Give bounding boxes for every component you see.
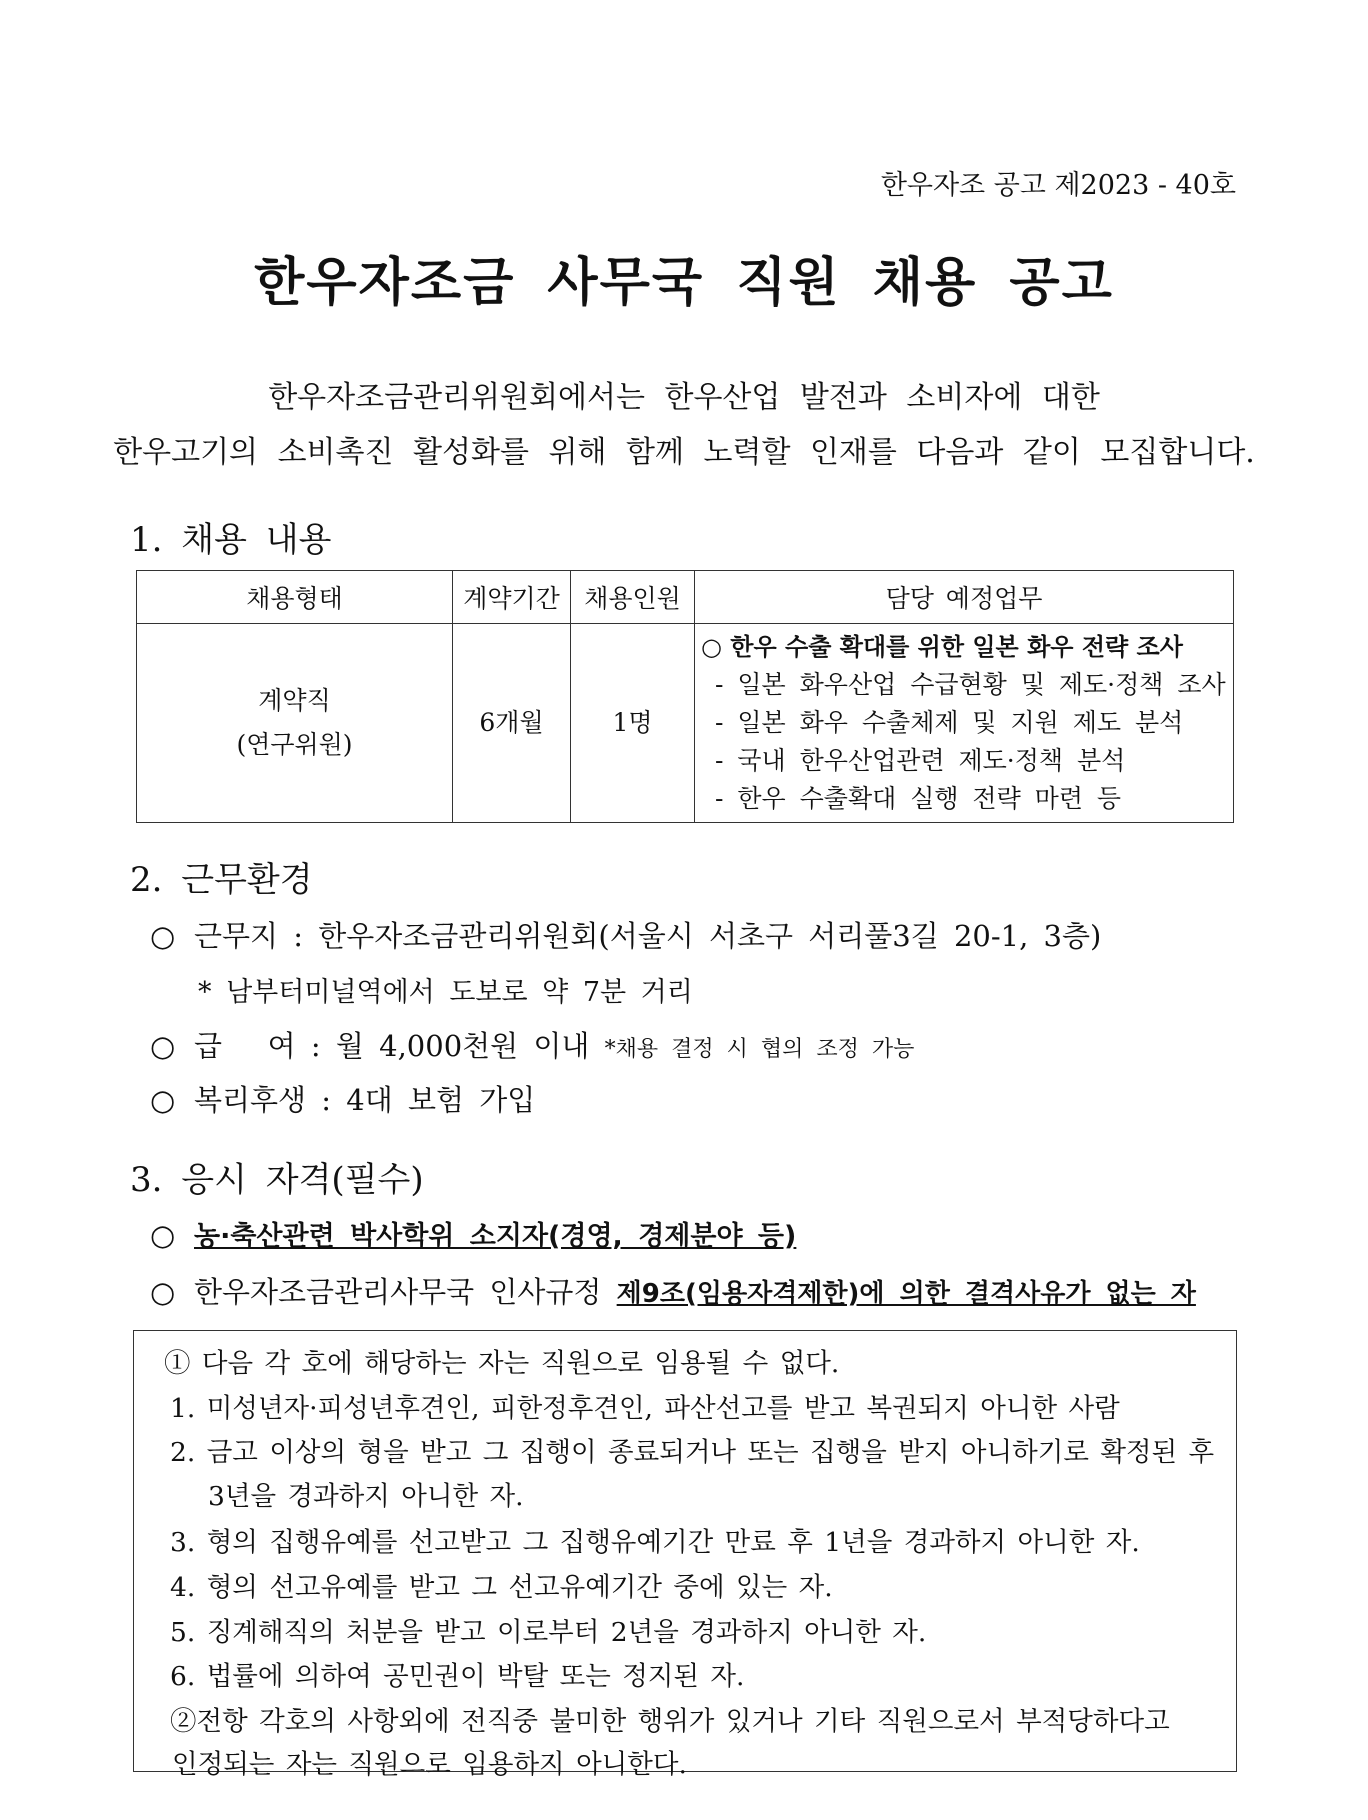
header-employment-type: 채용형태 <box>137 571 453 624</box>
page-title: 한우자조금 사무국 직원 채용 공고 <box>254 253 1114 313</box>
duty-item: - 한우 수출확대 실행 전략 마련 등 <box>715 784 1122 813</box>
workplace-text: 근무지 : 한우자조금관리위원회(서울시 서초구 서리풀3길 20-1, 3층) <box>194 919 1102 953</box>
box-line: 5. 징계해직의 처분을 받고 이로부터 2년을 경과하지 아니한 자. <box>170 1617 927 1648</box>
welfare-text: 복리후생 : 4대 보험 가입 <box>194 1083 536 1117</box>
table-row <box>137 624 1234 823</box>
qualification-item-1 <box>150 1214 796 1253</box>
duties-heading: ○ 한우 수출 확대를 위한 일본 화우 전략 조사 <box>701 633 1183 661</box>
circle-bullet-icon: ○ <box>150 1218 176 1252</box>
welfare-item <box>150 1078 535 1119</box>
salary-text: 급 여 : 월 4,000천원 이내 <box>194 1029 590 1063</box>
header-contract-period: 계약기간 <box>453 571 571 624</box>
recruitment-table <box>136 570 1234 823</box>
section-1-heading: 1. 채용 내용 <box>130 520 332 560</box>
workplace-note: * 남부터미널역에서 도보로 약 7분 거리 <box>198 977 693 1008</box>
salary-note: *채용 결정 시 협의 조정 가능 <box>604 1037 915 1062</box>
circle-bullet-icon: ○ <box>150 1083 176 1117</box>
disqualification-box <box>133 1330 1237 1780</box>
section-2-heading: 2. 근무환경 <box>130 860 313 900</box>
box-line: 4. 형의 선고유예를 받고 그 선고유예기간 중에 있는 자. <box>170 1572 833 1603</box>
box-line: ②전항 각호의 사항외에 전직중 불미한 행위가 있거나 기타 직원으로서 부적당하다고 <box>170 1706 1170 1737</box>
box-line: 3. 형의 집행유예를 선고받고 그 집행유예기간 만료 후 1년을 경과하지 아니한 자. <box>170 1527 1140 1558</box>
table-header-row <box>137 571 1234 624</box>
header-headcount: 채용인원 <box>571 571 695 624</box>
employment-type-line-1: 계약직 <box>258 686 331 715</box>
qualification-item-2 <box>150 1270 1196 1311</box>
intro-line-2: 한우고기의 소비촉진 활성화를 위해 함께 노력할 인재를 다음과 같이 모집합니다. <box>113 435 1255 470</box>
workplace-item <box>150 914 1101 955</box>
circle-bullet-icon: ○ <box>150 1275 176 1309</box>
duty-item: - 일본 화우 수출체제 및 지원 제도 분석 <box>715 708 1184 737</box>
qualification-regulation-article: 제9조(임용자격제한)에 의한 결격사유가 없는 자 <box>616 1279 1196 1309</box>
duty-item: - 국내 한우산업관련 제도·정책 분석 <box>715 746 1126 775</box>
employment-type-line-2: (연구위원) <box>236 730 353 759</box>
box-line: 6. 법률에 의하여 공민권이 박탈 또는 정지된 자. <box>170 1661 745 1692</box>
header-duties: 담당 예정업무 <box>695 571 1234 624</box>
box-line: 3년을 경과하지 아니한 자. <box>208 1481 524 1512</box>
cell-employment-type <box>137 624 453 823</box>
circle-bullet-icon: ○ <box>150 1029 176 1063</box>
box-line: 1. 미성년자·피성년후견인, 피한정후견인, 파산선고를 받고 복권되지 아니한 사람 <box>170 1393 1120 1424</box>
box-line: 인정되는 자는 직원으로 임용하지 아니한다. <box>172 1749 687 1780</box>
document-number: 한우자조 공고 제2023 - 40호 <box>880 170 1236 201</box>
cell-headcount: 1명 <box>571 624 695 823</box>
circle-bullet-icon: ○ <box>150 919 176 953</box>
cell-contract-period: 6개월 <box>453 624 571 823</box>
intro-line-1: 한우자조금관리위원회에서는 한우산업 발전과 소비자에 대한 <box>268 380 1100 415</box>
duty-item: - 일본 화우산업 수급현황 및 제도·정책 조사 <box>715 670 1226 699</box>
box-line: ① 다음 각 호에 해당하는 자는 직원으로 임용될 수 없다. <box>164 1348 840 1379</box>
cell-duties <box>695 624 1234 823</box>
qualification-degree: 농·축산관련 박사학위 소지자(경영, 경제분야 등) <box>194 1221 797 1252</box>
qualification-regulation: 한우자조금관리사무국 인사규정 <box>194 1275 617 1309</box>
box-line: 2. 금고 이상의 형을 받고 그 집행이 종료되거나 또는 집행을 받지 아니하기로 확정된 후 <box>170 1437 1215 1468</box>
salary-item <box>150 1024 914 1065</box>
section-3-heading: 3. 응시 자격(필수) <box>130 1160 424 1200</box>
